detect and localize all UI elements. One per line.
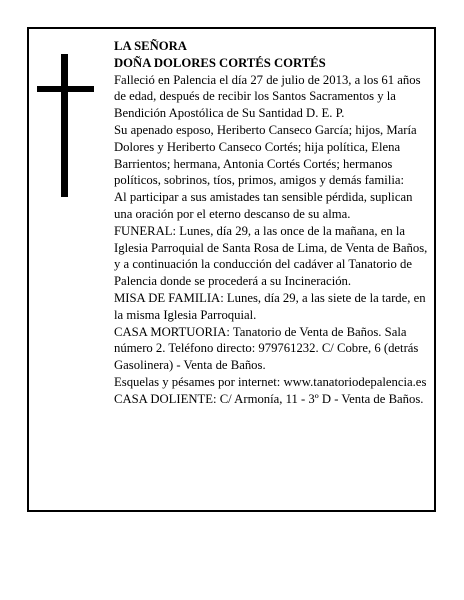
death-announcement: Falleció en Palencia el día 27 de julio de 2013, a los 61 años de edad, después de recibir los Santos Sacramentos y la Bendición Apostólica de Su Santidad D. E. P. xyxy=(114,72,421,121)
deceased-name: DOÑA DOLORES CORTÉS CORTÉS xyxy=(114,55,326,70)
funeral-home-info: CASA MORTUORIA: Tanatorio de Venta de Baños. Sala número 2. Teléfono directo: 979761232. C/ Cobre, 6 (detrás Gasolinera) - Venta de Baños. xyxy=(114,324,419,373)
funeral-info: FUNERAL: Lunes, día 29, a las once de la mañana, en la Iglesia Parroquial de Santa Rosa de Lima, de Venta de Baños, y a continuación la conducción del cadáver al Tanatorio de Palencia donde se procederá a su Incineración. xyxy=(114,223,428,289)
cross-icon-horizontal-bar xyxy=(37,86,94,92)
family-home-address: CASA DOLIENTE: C/ Armonía, 11 - 3º D - Venta de Baños. xyxy=(114,391,424,406)
title-line-1: LA SEÑORA xyxy=(114,39,187,53)
prayer-request: Al participar a sus amistades tan sensible pérdida, suplican una oración por el eterno descanso de su alma. xyxy=(114,190,413,221)
cross-icon-vertical-bar xyxy=(61,54,68,197)
obituary-text xyxy=(114,38,430,408)
family-list: Su apenado esposo, Heriberto Canseco García; hijos, María Dolores y Heriberto Canseco Cortés; hija política, Elena Barrientos; hermana, Antonia Cortés Cortés; hermanos políticos, sobrinos, tíos, primos, amigos y demás familia: xyxy=(114,122,417,188)
family-mass-info: MISA DE FAMILIA: Lunes, día 29, a las siete de la tarde, en la misma Iglesia Parroquial. xyxy=(114,290,426,322)
online-condolences: Esquelas y pésames por internet: www.tanatoriodepalencia.es xyxy=(114,374,427,389)
